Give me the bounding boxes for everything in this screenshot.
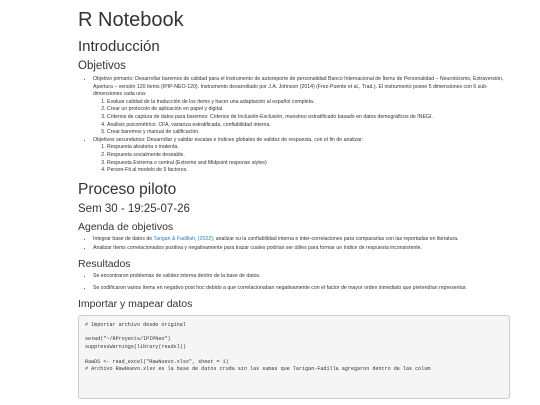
agenda-list bbox=[78, 236, 510, 253]
list-item: 1. Respuesta aleatoria o inatenta. bbox=[107, 144, 510, 152]
intro-heading: Introducción bbox=[78, 38, 160, 55]
list-item: 4. Análisis psicométrico: CFA, varianza estratificada, confiabilidad interna. bbox=[107, 122, 510, 130]
page-title: R Notebook bbox=[78, 9, 184, 31]
objectives-heading: Objetivos bbox=[78, 60, 126, 72]
objectives-list bbox=[78, 76, 510, 175]
list-item: • Se encontraron problemas de validez interna dentro de la base de datos. bbox=[93, 273, 510, 281]
list-item: 5. Crear baremos y manual de calificación. bbox=[107, 129, 510, 137]
secondary-objective-items bbox=[93, 144, 510, 174]
list-item: 3. Respuesta Extrema o central (Extreme and Midpoint response styles) bbox=[107, 160, 510, 168]
list-item bbox=[93, 236, 510, 244]
list-item: 4. Person-Fit al modelo de 5 factores. bbox=[107, 167, 510, 175]
list-item: • Se codificaron varios ítems en negativo post hoc debido a que correlacionaban negativamente con el factor de mayor orden inmediato que pretendían representar. bbox=[93, 285, 510, 293]
secondary-objective-text: Objetivos secundarios: Desarrollar y validar escalas e índices globales de validez de respuesta, con el fin de analizar: bbox=[93, 136, 364, 143]
code-line: # Importar archivo desde original bbox=[85, 321, 186, 328]
code-block[interactable] bbox=[78, 315, 510, 399]
week-heading: Sem 30 - 19:25-07-26 bbox=[78, 202, 190, 215]
primary-objective bbox=[93, 76, 510, 137]
code-line: RawDS <- read_excel("RawNuevo.xlsx", sheet = 1) bbox=[85, 358, 229, 365]
primary-objective-text: Objetivo primario: Desarrollar baremos de calidad para el instrumento de autoreporte de personalidad Banco Internacional de Ítems de Personalidad – Neuroticismo, Extraversión, Apertura – versión 120 ítems (IPIP-NEO-120). Instrumento desarrollado por J.A. Johnson (2014) (Frez-Puente et al., Trad.). El instrumento posee 5 dimensiones con 6 sub-dimensiones cada una: bbox=[93, 76, 504, 98]
agenda-text: ; analizar su la confiabilidad interna e inter-correlaciones para compararlas con las reportadas en literatura. bbox=[212, 235, 459, 242]
list-item: 1. Evaluar calidad de la traducción de los ítems y hacer una adaptación al español completa. bbox=[107, 99, 510, 107]
import-heading: Importar y mapear datos bbox=[78, 297, 193, 310]
code-line: # Archivo RawNuevo.xlsx es la base de datos cruda sin las sumas que Tarigan-Fadilla agregaron dentro de las colum bbox=[85, 366, 431, 372]
code-line: suppressWarnings(library(readxl)) bbox=[85, 343, 186, 350]
pilot-heading: Proceso piloto bbox=[78, 180, 177, 198]
primary-objective-items bbox=[93, 99, 510, 137]
list-item: • Analizar ítems correlacionados positiva y negativamente para trazar cuales podrían ser útiles para formar un índice de respuesta inconsistente. bbox=[93, 245, 510, 253]
results-heading: Resultados bbox=[78, 258, 131, 271]
agenda-text: Integrar base de datos de bbox=[93, 235, 154, 242]
code-line: setwd("~/RProyects/IPIPNeo") bbox=[85, 336, 171, 343]
list-item: 2. Respuesta socialmente deseable. bbox=[107, 152, 510, 160]
agenda-heading: Agenda de objetivos bbox=[78, 220, 174, 233]
reference-link[interactable]: Tarigan & Fadillah, (2022) bbox=[153, 235, 213, 242]
results-list bbox=[78, 273, 510, 292]
list-item: 2. Crear un protocolo de aplicación en papel y digital. bbox=[107, 106, 510, 114]
list-item: 3. Criterios de captura de datos para baremos: Criterios de Inclusión-Exclusión, muestreo estratificado basado en datos demográficos de INEGI. bbox=[107, 114, 510, 122]
secondary-objective bbox=[93, 137, 510, 175]
